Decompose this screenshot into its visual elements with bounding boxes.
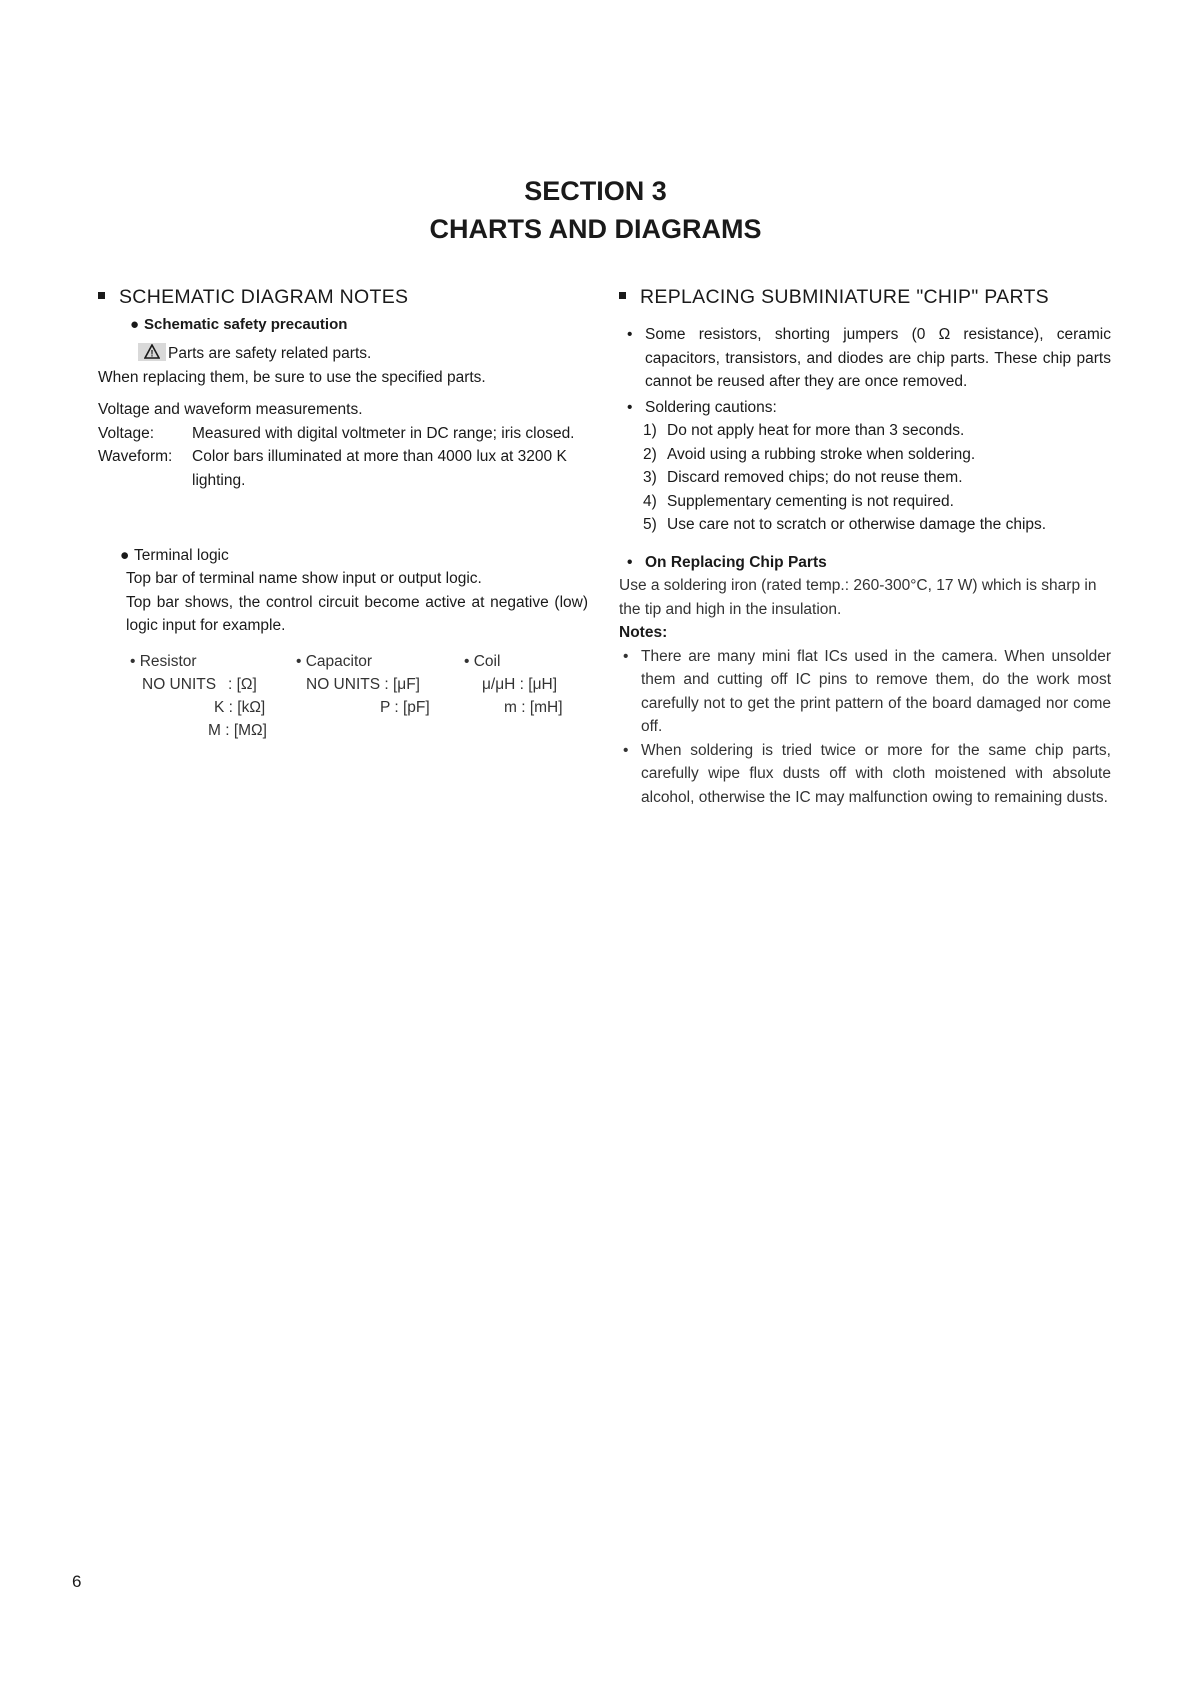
note-item: • There are many mini flat ICs used in the camera. When unsolder them and cutting off IC pins to remove them, do the work most carefully not to get the print pattern of the board damaged nor come off. (619, 645, 1111, 739)
safety-line2: When replacing them, be sure to use the specified parts. (98, 368, 486, 386)
square-bullet-icon (98, 292, 105, 299)
caution-item: 2) Avoid using a rubbing stroke when soldering. (643, 445, 976, 463)
note-item: • When soldering is tried twice or more for the same chip parts, carefully wipe flux dusts off with cloth moistened with absolute alcohol, otherwise the IC may malfunction owing to remaining dusts. (619, 739, 1111, 810)
bullet-icon: • (627, 553, 633, 571)
bullet-icon: • (627, 326, 633, 343)
resistor-label: • Resistor (130, 652, 197, 670)
chip-parts-column (619, 286, 1111, 809)
chip-parts-heading: REPLACING SUBMINIATURE "CHIP" PARTS (619, 286, 1111, 309)
page-number: 6 (72, 1572, 82, 1591)
safety-line1: ! Parts are safety related parts. (98, 342, 598, 366)
section-number: SECTION 3 (524, 176, 667, 206)
bullet-icon: • (627, 398, 633, 416)
section-name: CHARTS AND DIAGRAMS (429, 214, 762, 244)
replacing-chip-parts-title: • On Replacing Chip Parts (619, 551, 1111, 575)
voltage-row (98, 422, 598, 446)
waveform-row (98, 445, 598, 492)
waveform-label: Waveform: (98, 448, 173, 465)
coil-uh: μ/μH : [μH] (482, 675, 558, 693)
voltage-label: Voltage: (98, 424, 155, 442)
bullet-icon: ● (120, 547, 130, 564)
resistor-k: K : [kΩ] (214, 698, 266, 716)
bullet-icon: • (623, 741, 629, 759)
section-title (0, 172, 1191, 248)
capacitor-label: • Capacitor (296, 652, 373, 670)
caution-item: 5) Use care not to scratch or otherwise damage the chips. (643, 516, 1047, 533)
soldering-cautions-bullet: • Soldering cautions: (619, 396, 1111, 420)
capacitor-no-units: NO UNITS : [μF] (306, 675, 420, 693)
waveform-text: Color bars illuminated at more than 4000 lux at 3200 K lighting. (192, 448, 567, 489)
caution-item: 3) Discard removed chips; do not reuse them. (643, 469, 963, 486)
schematic-notes-heading: SCHEMATIC DIAGRAM NOTES (98, 286, 598, 309)
capacitor-p: P : [pF] (380, 698, 430, 716)
schematic-notes-column (98, 286, 598, 742)
notes-title: Notes: (619, 624, 668, 641)
coil-label: • Coil (464, 652, 501, 670)
replacing-chip-parts-text: Use a soldering iron (rated temp.: 260-300°C, 17 W) which is sharp in the tip and high in the insulation. (619, 577, 1097, 618)
bullet-icon: ● (130, 316, 140, 333)
measurement-intro: Voltage and waveform measurements. (98, 401, 363, 418)
square-bullet-icon (619, 292, 626, 299)
caution-item: 1) Do not apply heat for more than 3 seconds. (643, 422, 965, 439)
coil-mh: m : [mH] (504, 698, 563, 716)
chip-parts-bullet: • Some resistors, shorting jumpers (0 Ω resistance), ceramic capacitors, transistors, and diodes are chip parts. These chip parts cannot be reused after they are once removed. (619, 323, 1111, 394)
warning-triangle-icon (138, 343, 166, 361)
resistor-no-units: NO UNITS (142, 675, 217, 693)
resistor-m: M : [MΩ] (208, 721, 267, 739)
terminal-line2: Top bar shows, the control circuit become active at negative (low) logic input for example. (126, 593, 588, 634)
caution-item: 4) Supplementary cementing is not required. (643, 492, 954, 510)
svg-text:!: ! (150, 348, 154, 359)
safety-title: ● Schematic safety precaution (98, 313, 598, 336)
voltage-text: Measured with digital voltmeter in DC range; iris closed. (192, 424, 575, 442)
terminal-logic-title: ● Terminal logic (98, 544, 598, 567)
bullet-icon: • (623, 647, 629, 665)
terminal-line1: Top bar of terminal name show input or output logic. (126, 570, 482, 587)
resistor-no-units-unit: : [Ω] (228, 675, 257, 693)
unit-legend (98, 650, 598, 742)
